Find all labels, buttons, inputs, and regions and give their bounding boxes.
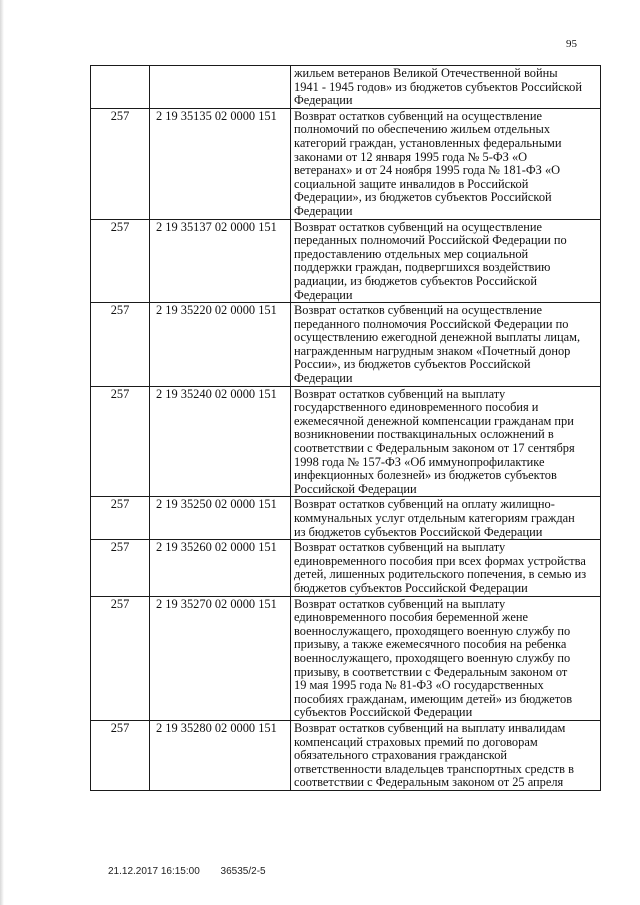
footer-timestamp: 21.12.2017 16:15:00 [108, 866, 200, 877]
description-line: пособиях гражданам, имеющим детей» из бюджетов [294, 691, 573, 706]
admin-code-cell [91, 66, 150, 109]
footer [108, 866, 266, 877]
description-line: 1998 года № 157-ФЗ «Об иммунопрофилактике [294, 454, 545, 469]
description-text [294, 110, 597, 219]
description-line: Федерации [294, 203, 353, 218]
description-line: ежемесячной денежной компенсации гражданам при [294, 413, 574, 428]
admin-code-cell: 257 [91, 108, 150, 219]
description-cell [291, 303, 601, 387]
description-line: инфекционных болезней» из бюджетов субъектов [294, 468, 557, 483]
description-line: ответственности владельцев транспортных средств в [294, 761, 574, 776]
description-line: Федерации [294, 371, 353, 386]
description-line: Российской Федерации [294, 481, 417, 496]
description-line: ветеранах» и от 24 ноября 1995 года № 181-ФЗ «О [294, 163, 561, 178]
table-body [91, 66, 601, 791]
description-cell [291, 497, 601, 540]
description-line: Возврат остатков субвенций на выплату [294, 596, 506, 611]
description-line: Возврат остатков субвенций на выплату [294, 540, 506, 555]
scan-edge-shadow [0, 0, 4, 905]
classification-table [90, 65, 601, 791]
description-line: поддержки граждан, подвергшихся воздействию [294, 260, 551, 275]
description-line: Возврат остатков субвенций на оплату жилищно- [294, 497, 555, 512]
classification-code-cell: 2 19 35137 02 0000 151 [150, 219, 291, 303]
description-line: социальной защите инвалидов в Российской [294, 176, 529, 191]
description-line: Возврат остатков субвенций на осуществление [294, 219, 543, 234]
footer-doc-code: 36535/2-5 [220, 866, 266, 877]
description-cell [291, 386, 601, 497]
classification-code-cell [150, 66, 291, 109]
classification-code-cell: 2 19 35240 02 0000 151 [150, 386, 291, 497]
description-line: возникновении поствакцинальных осложнений в [294, 427, 554, 442]
table-row [91, 497, 601, 540]
admin-code-cell: 257 [91, 219, 150, 303]
table-row [91, 720, 601, 790]
admin-code-cell: 257 [91, 540, 150, 596]
description-line: Федерации [294, 287, 353, 302]
description-line: предоставлению отдельных мер социальной [294, 246, 529, 261]
description-line: детей, лишенных родительского попечения, в семью из [294, 567, 587, 582]
classification-code-cell: 2 19 35260 02 0000 151 [150, 540, 291, 596]
page-number: 95 [566, 38, 577, 50]
description-line: 1941 - 1945 годов» из бюджетов субъектов Российской [294, 79, 582, 94]
description-cell [291, 108, 601, 219]
description-cell [291, 540, 601, 596]
table-row [91, 386, 601, 497]
description-line: субъектов Российской Федерации [294, 705, 473, 720]
description-cell [291, 219, 601, 303]
description-line: законами от 12 января 1995 года № 5-ФЗ «О [294, 149, 528, 164]
classification-code-cell: 2 19 35250 02 0000 151 [150, 497, 291, 540]
description-line: обязательного страхования гражданской [294, 748, 508, 763]
description-text [294, 498, 597, 539]
admin-code-cell: 257 [91, 720, 150, 790]
classification-code-cell: 2 19 35220 02 0000 151 [150, 303, 291, 387]
description-text [294, 598, 597, 720]
table-row [91, 219, 601, 303]
table-row [91, 108, 601, 219]
description-line: переданных полномочий Российской Федерации по [294, 233, 567, 248]
description-line: награжденным нагрудным знаком «Почетный донор [294, 343, 571, 358]
description-line: коммунальных услуг отдельным категориям граждан [294, 511, 575, 525]
description-line: соответствии с Федеральным законом от 25 апреля [294, 775, 564, 790]
description-line: категорий граждан, установленных федеральными [294, 135, 562, 150]
description-line: Федерации», из бюджетов субъектов Российской [294, 190, 552, 205]
description-line: Возврат остатков субвенций на выплату [294, 386, 506, 401]
description-line: жильем ветеранов Великой Отечественной войны [294, 66, 558, 80]
classification-code-cell: 2 19 35135 02 0000 151 [150, 108, 291, 219]
table-row [91, 303, 601, 387]
description-text [294, 221, 597, 303]
description-line: военнослужащего, проходящего военную службу по [294, 623, 571, 638]
description-line: единовременного пособия при всех формах устройства [294, 553, 586, 568]
description-line: Возврат остатков субвенций на осуществление [294, 108, 543, 123]
table-row [91, 66, 601, 109]
description-cell [291, 720, 601, 790]
admin-code-cell: 257 [91, 303, 150, 387]
description-text [294, 722, 597, 790]
description-line: соответствии с Федеральным законом от 17 сентября [294, 441, 575, 456]
table-row [91, 596, 601, 720]
description-line: Возврат остатков субвенций на осуществление [294, 303, 543, 318]
description-line: военнослужащего, проходящего военную службу по [294, 650, 571, 665]
description-line: радиации, из бюджетов субъектов Российской [294, 273, 537, 288]
description-text [294, 541, 597, 595]
description-line: полномочий по обеспечению жильем отдельных [294, 122, 551, 137]
description-cell [291, 66, 601, 109]
description-cell [291, 596, 601, 720]
description-line: призыву, в соответствии с Федеральным законом от [294, 664, 568, 679]
table-row [91, 540, 601, 596]
admin-code-cell: 257 [91, 386, 150, 497]
description-line: Федерации [294, 93, 353, 108]
classification-code-cell: 2 19 35270 02 0000 151 [150, 596, 291, 720]
description-line: компенсаций страховых премий по договорам [294, 734, 538, 749]
description-line: призыву, а также ежемесячного пособия на ребенка [294, 637, 567, 652]
description-line: Возврат остатков субвенций на выплату инвалидам [294, 720, 566, 735]
description-line: осуществлению ежегодной денежной выплаты лицам, [294, 330, 581, 345]
description-line: бюджетов субъектов Российской Федерации [294, 580, 528, 595]
description-line: переданного полномочия Российской Федерации по [294, 316, 569, 331]
description-text [294, 304, 597, 386]
description-line: России», из бюджетов субъектов Российской [294, 357, 531, 372]
description-text [294, 388, 597, 497]
description-text [294, 67, 597, 108]
description-line: единовременного пособия беременной жене [294, 610, 528, 625]
admin-code-cell: 257 [91, 596, 150, 720]
classification-code-cell: 2 19 35280 02 0000 151 [150, 720, 291, 790]
admin-code-cell: 257 [91, 497, 150, 540]
description-line: 19 мая 1995 года № 81-ФЗ «О государственных [294, 678, 544, 693]
description-line: государственного единовременного пособия и [294, 400, 539, 415]
description-line: из бюджетов субъектов Российской Федерации [294, 524, 543, 539]
